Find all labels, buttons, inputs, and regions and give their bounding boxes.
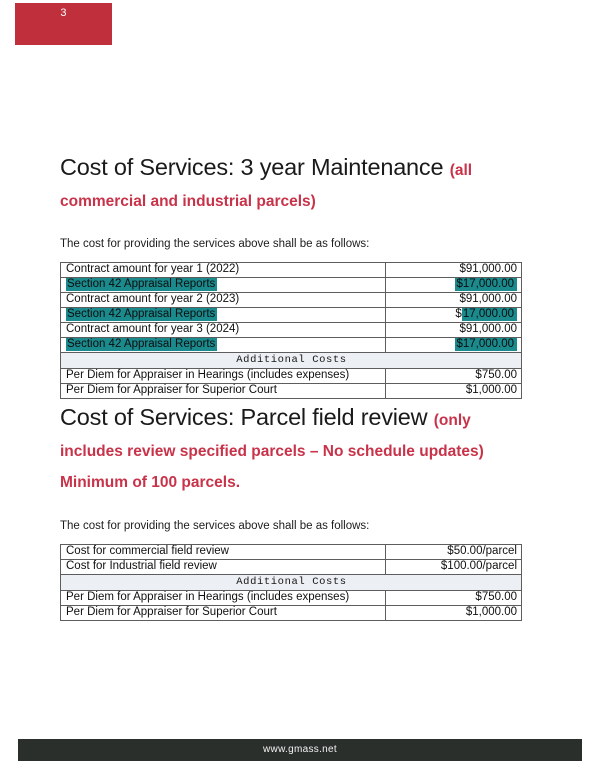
section-lead-text: The cost for providing the services above shall be as follows: — [60, 520, 370, 533]
value-text-highlighted: $17,000.00 — [455, 277, 517, 291]
row-label — [61, 292, 386, 307]
heading-main-text: Cost of Services: 3 year Maintenance — [60, 154, 450, 180]
footer-url-text: www.gmass.net — [263, 744, 337, 755]
label-text: Per Diem for Appraiser for Superior Court — [66, 605, 277, 618]
label-text: Cost for Industrial field review — [66, 559, 217, 572]
cost-table-maintenance — [60, 262, 522, 399]
section-parcel-field-review — [60, 402, 522, 621]
label-text: Per Diem for Appraiser in Hearings (includes expenses) — [66, 368, 350, 381]
table-row — [61, 262, 522, 277]
section-maintenance — [60, 152, 522, 399]
label-text-highlighted: Section 42 Appraisal Reports — [67, 337, 216, 350]
table-row — [61, 277, 522, 292]
table-row — [61, 559, 522, 574]
row-label — [61, 590, 386, 605]
row-label — [61, 544, 386, 559]
heading-accent-text: (all commercial and industrial parcels) — [60, 162, 473, 211]
table-row — [61, 368, 522, 383]
table-row — [61, 605, 522, 620]
row-value — [386, 383, 522, 398]
value-text: $1,000.00 — [465, 605, 517, 618]
label-text: Contract amount for year 2 (2023) — [66, 292, 240, 305]
row-value — [386, 559, 522, 574]
row-value — [386, 368, 522, 383]
value-text: $91,000.00 — [459, 262, 517, 275]
value-text: $750.00 — [475, 368, 517, 381]
label-text: Per Diem for Appraiser for Superior Court — [66, 383, 277, 396]
section-lead-text: The cost for providing the services above shall be as follows: — [60, 238, 370, 251]
label-text-highlighted: Section 42 Appraisal Reports — [67, 277, 216, 290]
label-text: Contract amount for year 3 (2024) — [66, 322, 240, 335]
row-label — [61, 307, 386, 322]
row-label — [61, 368, 386, 383]
footer-bar — [18, 739, 582, 761]
value-text: $100.00/parcel — [440, 559, 517, 572]
subheader-text: Additional Costs — [61, 352, 522, 368]
row-value — [386, 337, 522, 352]
table-subheader-row — [61, 352, 522, 368]
page-number-marker — [15, 3, 112, 45]
page-number-text: 3 — [60, 7, 67, 19]
table-subheader-row — [61, 574, 522, 590]
row-label — [61, 605, 386, 620]
label-text: Cost for commercial field review — [66, 544, 229, 557]
value-text: $750.00 — [475, 590, 517, 603]
cost-table-field-review — [60, 544, 522, 621]
table-row — [61, 322, 522, 337]
label-text: Contract amount for year 1 (2022) — [66, 262, 240, 275]
label-text: Per Diem for Appraiser in Hearings (includes expenses) — [66, 590, 350, 603]
row-label — [61, 337, 386, 352]
value-text: $1,000.00 — [465, 383, 517, 396]
value-text: $91,000.00 — [459, 322, 517, 335]
table-row — [61, 307, 522, 322]
value-prefix: $ — [455, 307, 462, 320]
row-value — [386, 277, 522, 292]
value-text-highlighted: $17,000.00 — [455, 337, 517, 351]
row-value — [386, 544, 522, 559]
value-text: $50.00/parcel — [447, 544, 517, 557]
value-text-highlighted: 17,000.00 — [462, 307, 517, 321]
value-text: $91,000.00 — [459, 292, 517, 305]
row-value — [386, 590, 522, 605]
row-label — [61, 277, 386, 292]
label-text-highlighted: Section 42 Appraisal Reports — [67, 307, 216, 320]
row-label — [61, 383, 386, 398]
subheader-text: Additional Costs — [61, 574, 522, 590]
heading-accent-text: (only includes review specified parcels – No schedule updates) Minimum of 100 parcels. — [60, 412, 484, 492]
row-value — [386, 307, 522, 322]
row-value — [386, 322, 522, 337]
section-heading — [60, 402, 522, 495]
table-row — [61, 292, 522, 307]
table-row — [61, 590, 522, 605]
table-row — [61, 544, 522, 559]
row-value — [386, 605, 522, 620]
table-row — [61, 383, 522, 398]
row-label — [61, 262, 386, 277]
row-value — [386, 262, 522, 277]
table-row — [61, 337, 522, 352]
section-heading — [60, 152, 522, 214]
row-label — [61, 322, 386, 337]
heading-main-text: Cost of Services: Parcel field review — [60, 404, 434, 430]
row-label — [61, 559, 386, 574]
row-value — [386, 292, 522, 307]
